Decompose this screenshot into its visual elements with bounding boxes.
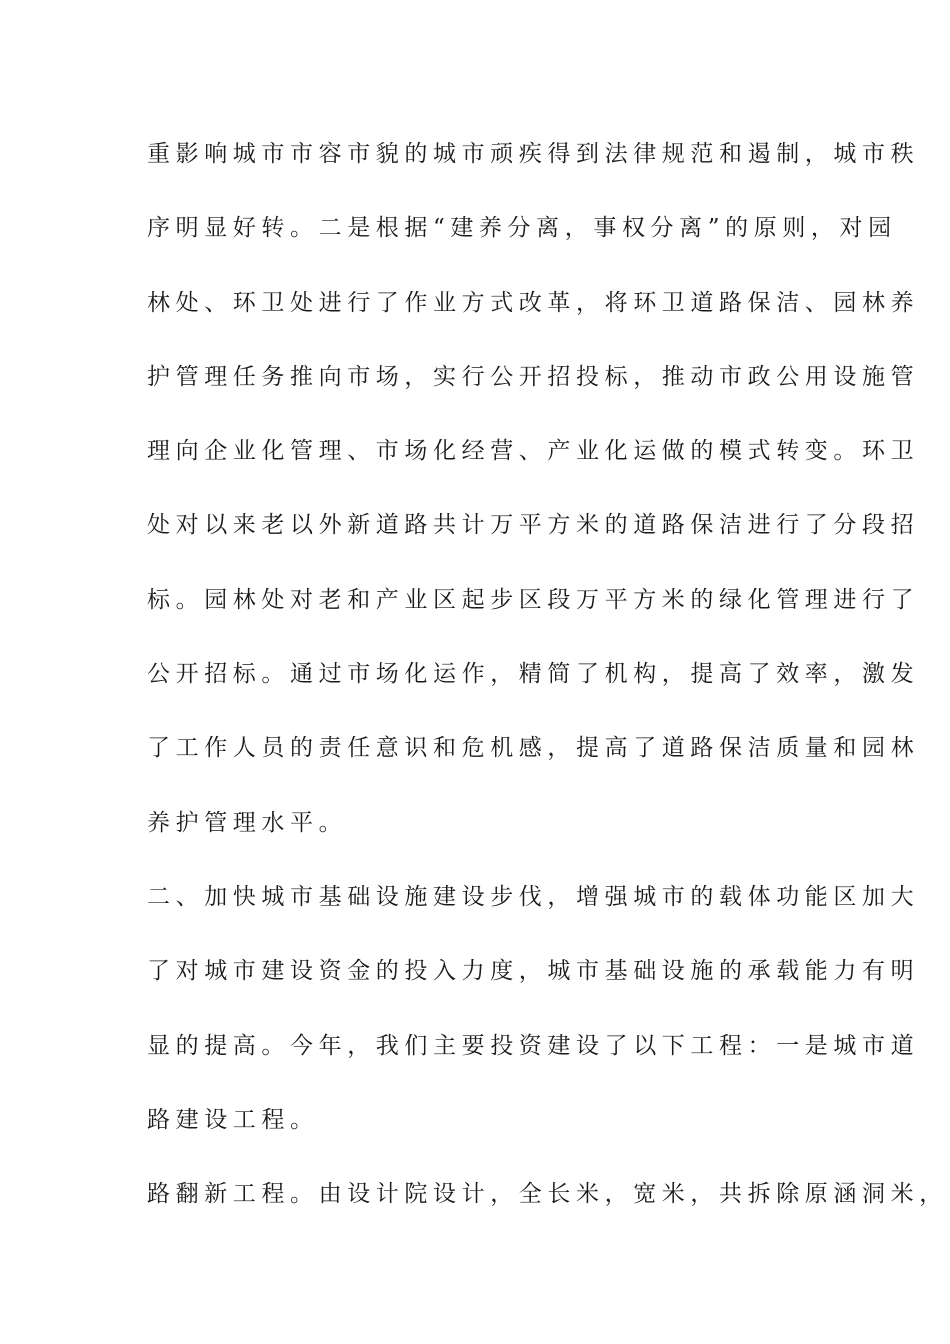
text-line-6: 处对以来老以外新道路共计万平方米的道路保洁进行了分段招: [147, 512, 920, 539]
text-line-5: 理向企业化管理、市场化经营、产业化运做的模式转变。环卫: [147, 438, 920, 465]
section-heading-line-1: 二、加快城市基础设施建设步伐，增强城市的载体功能区加大: [147, 883, 920, 910]
text-line-7: 标。园林处对老和产业区起步区段万平方米的绿化管理进行了: [147, 586, 920, 613]
text-line-10: 养护管理水平。: [147, 809, 348, 836]
text-line-15: 路翻新工程。由设计院设计，全长米，宽米，共拆除原涵洞米，: [147, 1181, 948, 1208]
body-text: [147, 130, 948, 1244]
text-line-3: 林处、环卫处进行了作业方式改革，将环卫道路保洁、园林养: [147, 289, 920, 316]
text-line-13: 显的提高。今年，我们主要投资建设了以下工程：一是城市道: [147, 1032, 920, 1059]
text-line-8: 公开招标。通过市场化运作，精简了机构，提高了效率，激发: [147, 661, 920, 688]
text-line-4: 护管理任务推向市场，实行公开招投标，推动市政公用设施管: [147, 363, 920, 390]
text-line-1: 重影响城市市容市貌的城市顽疾得到法律规范和遏制，城市秩: [147, 141, 920, 167]
text-line-12: 了对城市建设资金的投入力度，城市基础设施的承载能力有明: [147, 958, 920, 985]
text-line-2: 序明显好转。二是根据“建养分离，事权分离”的原则，对园: [147, 215, 897, 242]
text-line-9: 了工作人员的责任意识和危机感，提高了道路保洁质量和园林: [147, 735, 920, 762]
text-line-14: 路建设工程。: [147, 1106, 319, 1133]
